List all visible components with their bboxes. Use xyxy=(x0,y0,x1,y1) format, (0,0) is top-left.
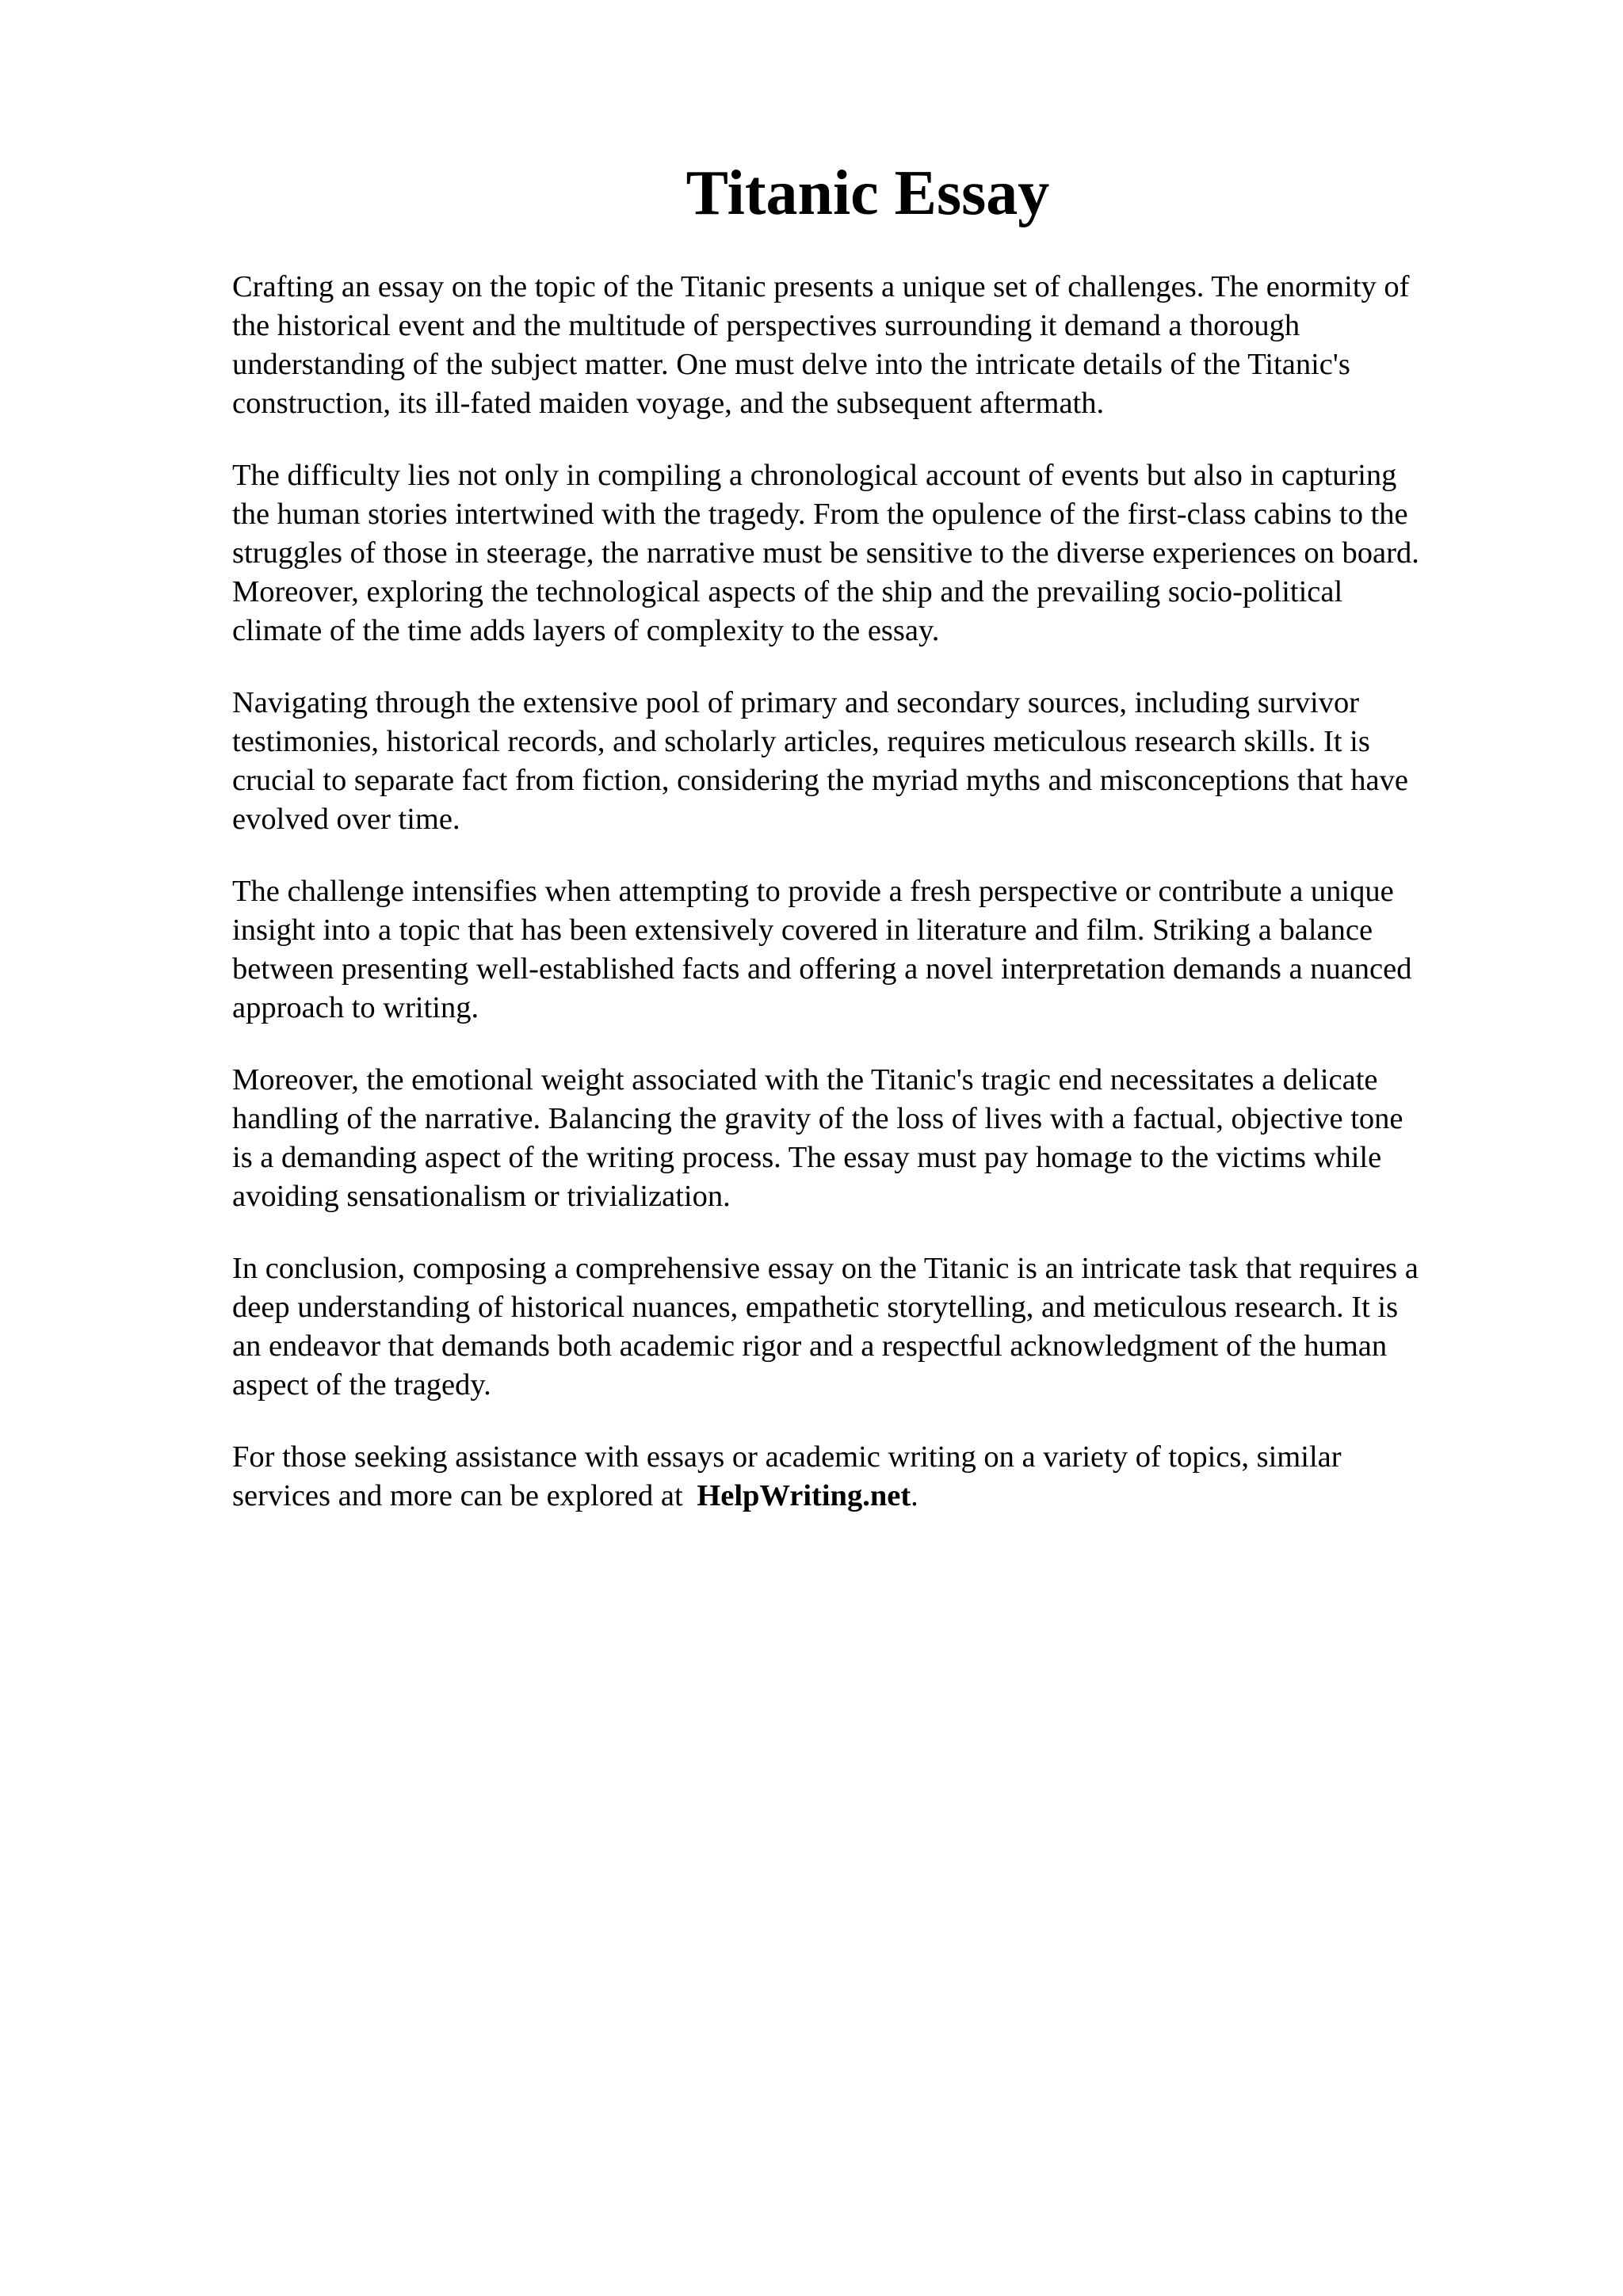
closing-paragraph xyxy=(232,1438,1532,1516)
text-line: construction, its ill-fated maiden voyage, and the subsequent aftermath. xyxy=(232,387,1105,420)
essay-body xyxy=(232,268,1532,1549)
text-line: understanding of the subject matter. One must delve into the intricate details of the Titanic's xyxy=(232,348,1350,381)
text-line: Moreover, the emotional weight associated with the Titanic's tragic end necessitates a delicate xyxy=(232,1063,1378,1097)
closing-period: . xyxy=(911,1479,918,1512)
text-line: crucial to separate fact from fiction, considering the myriad myths and misconceptions that have xyxy=(232,764,1408,797)
paragraph-2 xyxy=(232,456,1532,650)
text-line: struggles of those in steerage, the narrative must be sensitive to the diverse experiences on board. xyxy=(232,536,1419,570)
text-line: the human stories intertwined with the tragedy. From the opulence of the first-class cabins to the xyxy=(232,498,1408,531)
text-line: handling of the narrative. Balancing the gravity of the loss of lives with a factual, objective tone xyxy=(232,1102,1403,1135)
text-line: an endeavor that demands both academic rigor and a respectful acknowledgment of the human xyxy=(232,1329,1388,1363)
text-line: the historical event and the multitude of perspectives surrounding it demand a thorough xyxy=(232,309,1300,342)
text-line: The difficulty lies not only in compiling a chronological account of events but also in capturing xyxy=(232,459,1397,492)
text-line: aspect of the tragedy. xyxy=(232,1368,491,1402)
document-title: Titanic Essay xyxy=(685,158,1050,228)
text-line: Crafting an essay on the topic of the Titanic presents a unique set of challenges. The enormity of xyxy=(232,270,1410,303)
text-line: deep understanding of historical nuances, empathetic storytelling, and meticulous research. It is xyxy=(232,1291,1399,1324)
closing-prefix: services and more can be explored at xyxy=(232,1479,683,1512)
text-line: between presenting well-established facts and offering a novel interpretation demands a nuanced xyxy=(232,952,1412,986)
text-line: is a demanding aspect of the writing process. The essay must pay homage to the victims while xyxy=(232,1141,1382,1174)
text-line: approach to writing. xyxy=(232,991,479,1024)
text-line: Navigating through the extensive pool of primary and secondary sources, including survivor xyxy=(232,686,1360,719)
paragraph-4 xyxy=(232,872,1532,1028)
text-line: The challenge intensifies when attempting to provide a fresh perspective or contribute a unique xyxy=(232,875,1394,908)
paragraph-3 xyxy=(232,684,1532,839)
text-line: insight into a topic that has been extensively covered in literature and film. Striking a balance xyxy=(232,913,1373,947)
text-line: Moreover, exploring the technological aspects of the ship and the prevailing socio-political xyxy=(232,575,1343,608)
text-line: In conclusion, composing a comprehensive essay on the Titanic is an intricate task that requires a xyxy=(232,1252,1419,1285)
text-line: evolved over time. xyxy=(232,803,460,836)
closing-line xyxy=(232,1477,1532,1516)
paragraph-6 xyxy=(232,1249,1532,1405)
text-line: climate of the time adds layers of complexity to the essay. xyxy=(232,614,940,647)
text-line: testimonies, historical records, and scholarly articles, requires meticulous research skills. It is xyxy=(232,725,1370,758)
text-line: For those seeking assistance with essays or academic writing on a variety of topics, similar xyxy=(232,1440,1342,1474)
text-line: avoiding sensationalism or trivialization. xyxy=(232,1180,731,1213)
helpwriting-link[interactable]: HelpWriting.net xyxy=(697,1479,911,1512)
paragraph-1 xyxy=(232,268,1532,423)
paragraph-5 xyxy=(232,1061,1532,1216)
